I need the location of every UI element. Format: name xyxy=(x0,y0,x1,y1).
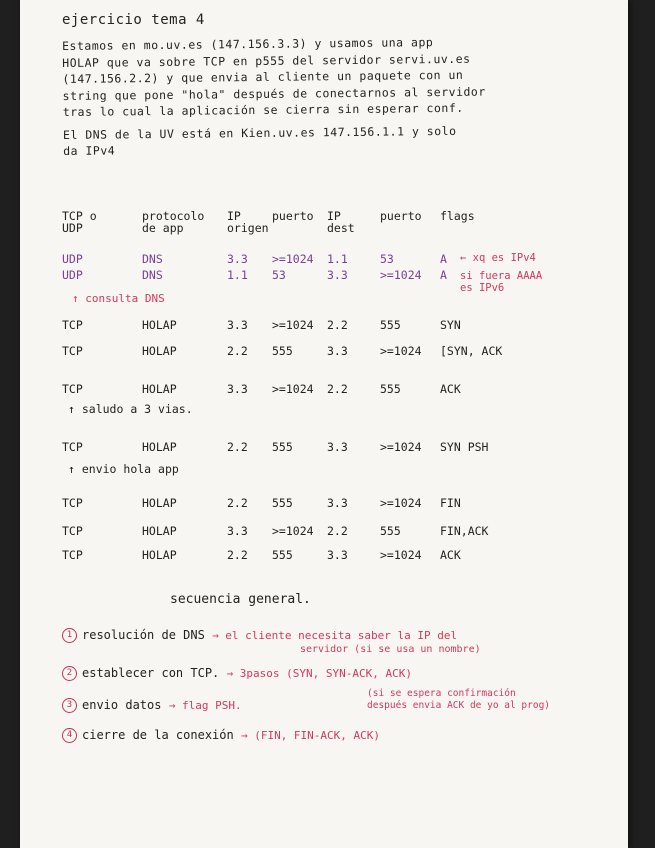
cell-ip-dest: 3.3 xyxy=(327,268,348,282)
step-description-2: (si se espera confirmación después envia ACK de yo al prog) xyxy=(367,688,551,711)
cell-proto: TCP xyxy=(62,496,83,510)
cell-port-origin: >=1024 xyxy=(272,382,314,396)
step-label: envio datos xyxy=(82,698,162,712)
cell-flag: SYN PSH xyxy=(440,440,489,454)
cell-proto: TCP xyxy=(62,382,83,396)
cell-ip-dest: 2.2 xyxy=(327,524,348,538)
cell-ip-dest: 2.2 xyxy=(327,382,348,396)
step-3 xyxy=(62,688,551,713)
cell-proto: TCP xyxy=(62,548,83,562)
cell-port-dest: >=1024 xyxy=(380,268,422,282)
step-description-2: servidor (si se usa un nombre) xyxy=(300,644,481,655)
statement-line: HOLAP que va sobre TCP en p555 del servidor servi.uv.es xyxy=(62,51,471,70)
cell-port-origin: 555 xyxy=(272,496,293,510)
cell-ip-dest: 3.3 xyxy=(327,440,348,454)
cell-flag: [SYN, ACK xyxy=(440,344,503,358)
cell-port-dest: >=1024 xyxy=(380,440,422,454)
step-description: → 3pasos (SYN, SYN-ACK, ACK) xyxy=(226,667,412,680)
cell-app: HOLAP xyxy=(142,318,177,332)
cell-ip-origin: 3.3 xyxy=(227,382,248,396)
cell-port-dest: 555 xyxy=(380,524,401,538)
statement-line: Estamos en mo.uv.es (147.156.3.3) y usamos una app xyxy=(62,35,434,53)
header-ip-origin: IP origen xyxy=(227,209,269,235)
cell-port-origin: 555 xyxy=(272,440,293,454)
cell-proto: TCP xyxy=(62,318,83,332)
cell-ip-origin: 2.2 xyxy=(227,440,248,454)
dns-caption-text: consulta DNS xyxy=(85,292,165,305)
section-title: secuencia general. xyxy=(170,592,311,607)
cell-app: HOLAP xyxy=(142,524,177,538)
cell-app: HOLAP xyxy=(142,496,177,510)
cell-port-dest: 555 xyxy=(380,318,401,332)
cell-ip-origin: 3.3 xyxy=(227,252,248,266)
header-app-protocol: protocolo de app xyxy=(142,209,205,235)
cell-flag: A xyxy=(440,268,447,282)
cell-port-dest: >=1024 xyxy=(380,496,422,510)
cell-ip-origin: 2.2 xyxy=(227,548,248,562)
send-caption: ↑ envio hola app xyxy=(68,462,179,476)
cell-port-origin: 53 xyxy=(272,268,286,282)
cell-app: DNS xyxy=(142,252,163,266)
step-number: 2 xyxy=(62,666,77,681)
header-port-origin: puerto xyxy=(272,209,314,223)
cell-port-dest: 555 xyxy=(380,382,401,396)
cell-port-origin: >=1024 xyxy=(272,252,314,266)
statement-line: tras lo cual la aplicación se cierra sin esperar conf. xyxy=(62,100,464,119)
step-number: 3 xyxy=(62,698,77,713)
cell-app: DNS xyxy=(142,268,163,282)
cell-flag: FIN xyxy=(440,496,461,510)
cell-ip-dest: 1.1 xyxy=(327,252,348,266)
cell-app: HOLAP xyxy=(142,344,177,358)
step-description: → el cliente necesita saber la IP del xyxy=(212,629,458,642)
step-label: cierre de la conexión xyxy=(82,728,234,742)
cell-port-origin: >=1024 xyxy=(272,524,314,538)
cell-port-dest: 53 xyxy=(380,252,394,266)
header-flags: flags xyxy=(440,209,475,223)
header-proto: TCP o UDP xyxy=(62,209,97,235)
cell-flag: SYN xyxy=(440,318,461,332)
cell-app: HOLAP xyxy=(142,548,177,562)
cell-flag: ACK xyxy=(440,382,461,396)
statement-line: (147.156.2.2) y que envia al cliente un paquete con un xyxy=(62,67,464,86)
handshake-caption-text: saludo a 3 vias. xyxy=(81,402,193,416)
cell-port-dest: >=1024 xyxy=(380,344,422,358)
step-label: resolución de DNS xyxy=(82,628,205,642)
cell-flag: ACK xyxy=(440,548,461,562)
handshake-caption: ↑ saludo a 3 vias. xyxy=(68,402,193,416)
cell-app: HOLAP xyxy=(142,382,177,396)
step-number: 4 xyxy=(62,728,77,743)
cell-app: HOLAP xyxy=(142,440,177,454)
ipv4-note: ← xq es IPv4 xyxy=(460,252,536,264)
step-1 xyxy=(62,628,481,655)
cell-flag: A xyxy=(440,252,447,266)
cell-ip-origin: 2.2 xyxy=(227,496,248,510)
cell-ip-origin: 3.3 xyxy=(227,524,248,538)
cell-proto: UDP xyxy=(62,268,83,282)
cell-ip-dest: 3.3 xyxy=(327,548,348,562)
notebook-page xyxy=(20,0,628,848)
cell-ip-origin: 3.3 xyxy=(227,318,248,332)
statement-line: El DNS de la UV está en Kien.uv.es 147.156.1.1 y solo xyxy=(62,123,457,142)
send-caption-text: envio hola app xyxy=(81,462,179,476)
cell-ip-dest: 2.2 xyxy=(327,318,348,332)
step-label: establecer con TCP. xyxy=(82,666,220,680)
step-2 xyxy=(62,666,412,681)
cell-proto: TCP xyxy=(62,440,83,454)
cell-port-origin: >=1024 xyxy=(272,318,314,332)
statement-line: string que pone "hola" después de conectarnos al servidor xyxy=(62,84,486,103)
cell-port-origin: 555 xyxy=(272,344,293,358)
cell-port-dest: >=1024 xyxy=(380,548,422,562)
cell-port-origin: 555 xyxy=(272,548,293,562)
step-description: → flag PSH. xyxy=(168,699,242,712)
ipv6-note: si fuera AAAA es IPv6 xyxy=(460,270,543,294)
statement-line: da IPv4 xyxy=(63,143,116,158)
step-description: → (FIN, FIN-ACK, ACK) xyxy=(240,729,381,742)
cell-ip-origin: 2.2 xyxy=(227,344,248,358)
cell-ip-dest: 3.3 xyxy=(327,496,348,510)
step-number: 1 xyxy=(62,628,77,643)
header-ip-dest: IP dest xyxy=(327,209,355,235)
cell-proto: TCP xyxy=(62,344,83,358)
cell-flag: FIN,ACK xyxy=(440,524,489,538)
cell-ip-origin: 1.1 xyxy=(227,268,248,282)
cell-ip-dest: 3.3 xyxy=(327,344,348,358)
header-port-dest: puerto xyxy=(380,209,422,223)
cell-proto: TCP xyxy=(62,524,83,538)
page-title: ejercicio tema 4 xyxy=(62,12,205,28)
cell-proto: UDP xyxy=(62,252,83,266)
step-4 xyxy=(62,728,380,743)
dns-caption: ↑ consulta DNS xyxy=(72,292,165,305)
exercise-statement xyxy=(62,34,486,160)
